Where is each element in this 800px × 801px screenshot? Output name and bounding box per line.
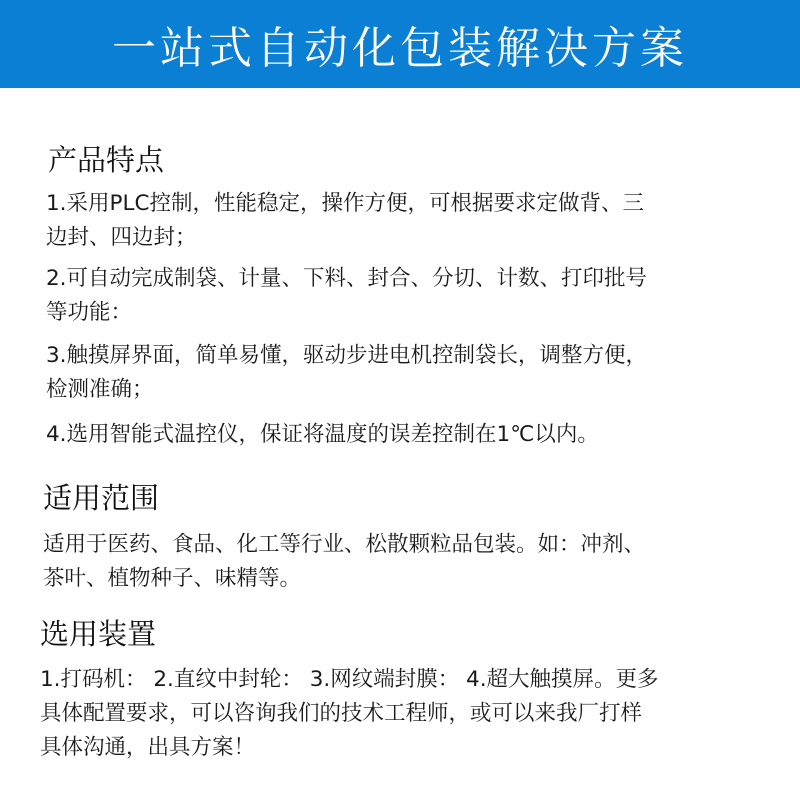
feature-item-1: [46, 187, 644, 255]
scope-heading: 适用范围: [43, 481, 160, 515]
options-line-2: 具体配置要求，可以咨询我们的技术工程师，或可以来我厂打样: [40, 701, 643, 726]
feature-item-1-line-2: 边封、四边封；: [46, 225, 197, 250]
scope-text: [43, 528, 645, 596]
feature-item-2-line-2: 等功能：: [46, 300, 133, 325]
feature-item-3: [46, 339, 647, 407]
options-heading: 选用装置: [40, 617, 157, 651]
feature-item-2: [46, 262, 647, 330]
feature-item-4: [46, 418, 599, 452]
feature-item-1-line-1: 1.采用PLC控制，性能稳定，操作方便，可根据要求定做背、三: [46, 191, 644, 216]
options-line-1: 1.打码机： 2.直纹中封轮： 3.网纹端封膜： 4.超大触摸屏。更多: [40, 667, 659, 692]
options-line-3: 具体沟通，出具方案！: [40, 735, 256, 760]
scope-line-2: 茶叶、植物种子、味精等。: [43, 566, 302, 591]
feature-item-2-line-1: 2.可自动完成制袋、计量、下料、封合、分切、计数、打印批号: [46, 266, 648, 291]
banner-title: 一站式自动化包装解决方案: [112, 23, 688, 74]
header-banner: [0, 0, 800, 88]
options-text: [40, 663, 659, 765]
scope-line-1: 适用于医药、食品、化工等行业、松散颗粒品包装。如：冲剂、: [43, 532, 646, 557]
feature-item-3-line-2: 检测准确；: [46, 377, 154, 402]
feature-item-3-line-1: 3.触摸屏界面，简单易懂，驱动步进电机控制袋长，调整方便，: [46, 343, 648, 368]
feature-item-4-line-1: 4.选用智能式温控仪，保证将温度的误差控制在1℃以内。: [46, 422, 599, 447]
features-heading: 产品特点: [48, 143, 165, 177]
